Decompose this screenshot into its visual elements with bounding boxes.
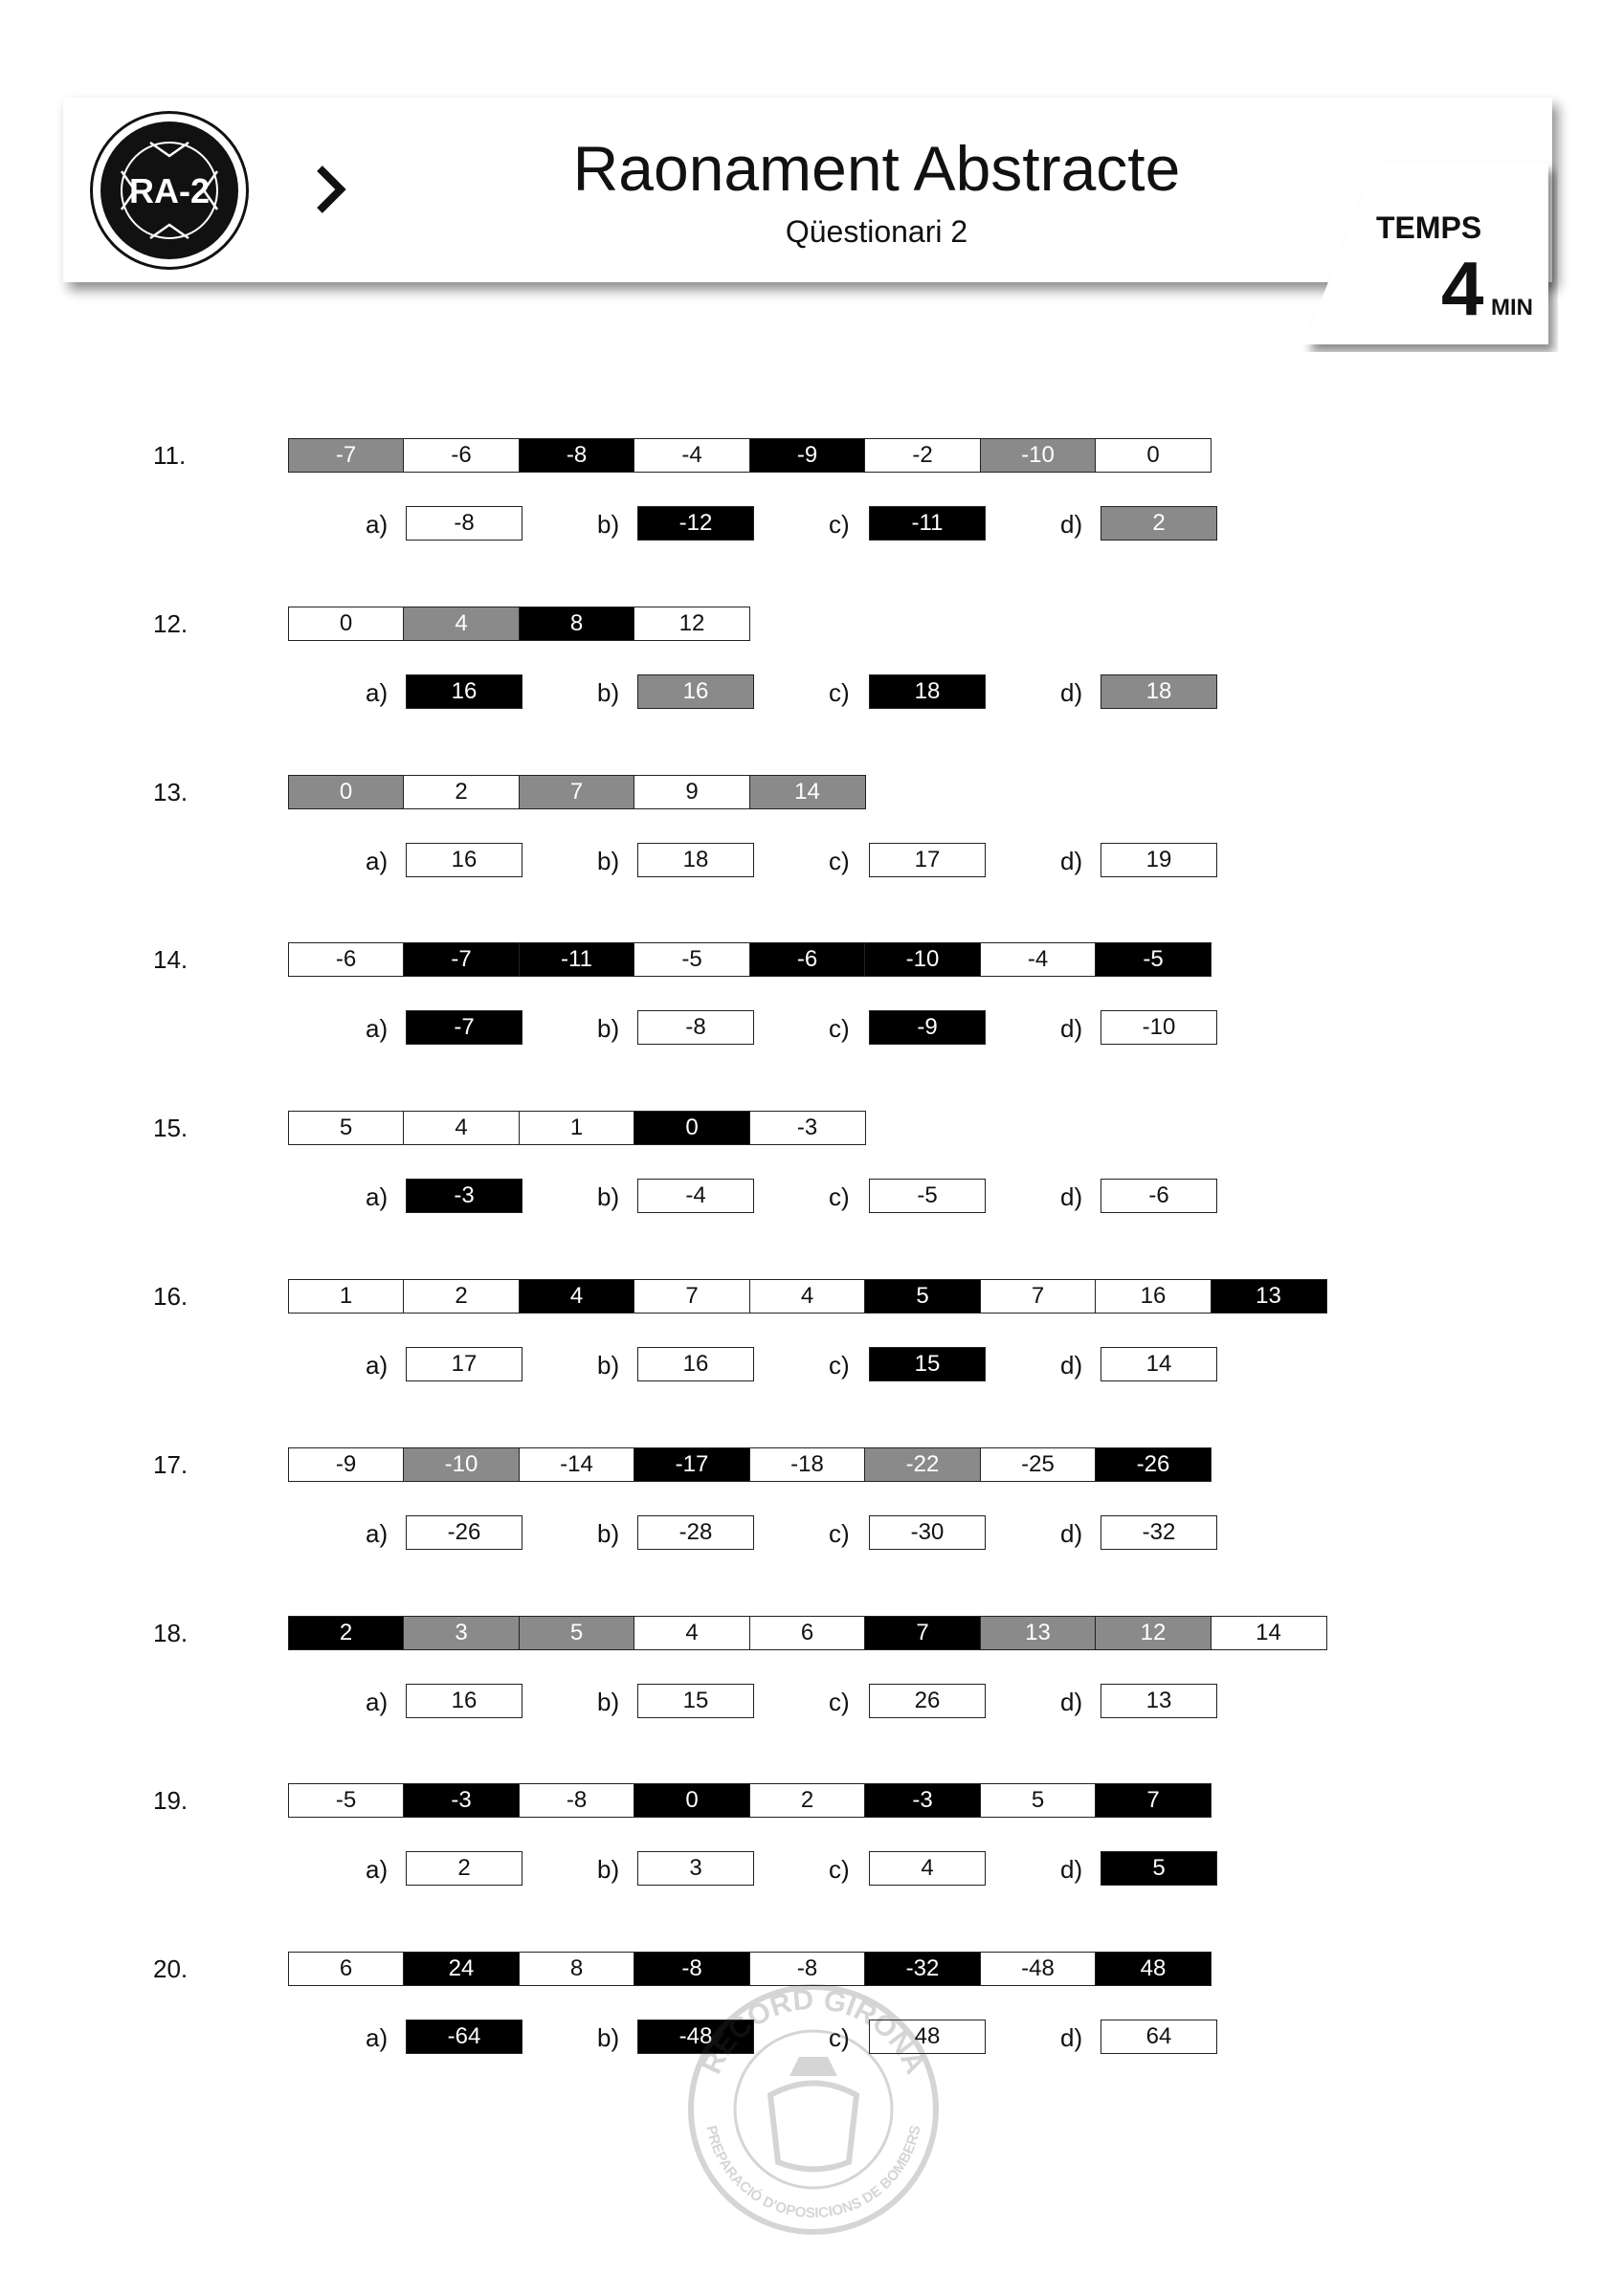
watermark-bottom-text: PREPARACIÓ D'OPOSICIONS DE BOMBERS (702, 2124, 924, 2222)
option-label: a) (366, 1687, 389, 1716)
sequence-cell: -22 (864, 1447, 981, 1482)
sequence-cell: -6 (403, 438, 520, 473)
sequence-cell: 9 (634, 775, 750, 809)
sequence-cell: 12 (1095, 1616, 1212, 1650)
sequence-cell: 48 (1095, 1952, 1212, 1986)
answer-option[interactable]: 4 (869, 1851, 986, 1886)
answer-option[interactable]: 17 (406, 1347, 522, 1381)
question-number: 20. (153, 1954, 189, 1984)
sequence-row (289, 1616, 1327, 1650)
answer-option[interactable]: -7 (406, 1010, 522, 1045)
answer-option[interactable]: -11 (869, 506, 986, 541)
question-number: 18. (153, 1618, 189, 1647)
option-label: c) (829, 1687, 850, 1716)
option-label: a) (366, 1351, 389, 1380)
sequence-cell: 1 (519, 1111, 635, 1145)
option-label: d) (1060, 1518, 1083, 1548)
sequence-cell: 2 (288, 1616, 405, 1650)
answer-option[interactable]: 16 (406, 1684, 522, 1718)
sequence-cell: 4 (749, 1279, 866, 1314)
sequence-row (289, 1279, 1327, 1314)
question-number: 19. (153, 1786, 189, 1816)
question-number: 12. (153, 608, 189, 638)
option-label: a) (366, 1518, 389, 1548)
option-label: a) (366, 1014, 389, 1044)
sequence-cell: -17 (634, 1447, 750, 1482)
sequence-cell: -8 (749, 1952, 866, 1986)
answer-option[interactable]: 18 (637, 843, 754, 877)
option-label: a) (366, 1855, 389, 1885)
answer-option[interactable]: -9 (869, 1010, 986, 1045)
sequence-cell: 8 (519, 1952, 635, 1986)
sequence-cell: 0 (288, 775, 405, 809)
sequence-cell: 5 (519, 1616, 635, 1650)
option-label: b) (597, 677, 620, 707)
sequence-cell: -32 (864, 1952, 981, 1986)
watermark-top-text: RECORD GIRONA (695, 1983, 932, 2079)
sequence-cell: -3 (403, 1783, 520, 1818)
sequence-cell: -3 (749, 1111, 866, 1145)
time-value: 4 (1441, 246, 1484, 331)
option-label: d) (1060, 1855, 1083, 1885)
time-badge-shape (1300, 161, 1558, 352)
sequence-cell: 5 (864, 1279, 981, 1314)
page-subtitle: Qüestionari 2 (785, 214, 968, 249)
answer-option[interactable]: -3 (406, 1179, 522, 1213)
sequence-cell: -8 (519, 1783, 635, 1818)
answer-option[interactable]: -5 (869, 1179, 986, 1213)
sequence-row (289, 1111, 866, 1145)
answer-option[interactable]: 2 (1101, 506, 1217, 541)
option-label: b) (597, 510, 620, 539)
option-label: b) (597, 1518, 620, 1548)
answer-option[interactable]: -64 (406, 2020, 522, 2054)
answer-option[interactable]: 26 (869, 1684, 986, 1718)
option-label: a) (366, 1182, 389, 1212)
sequence-cell: -9 (749, 438, 866, 473)
option-label: c) (829, 846, 850, 875)
sequence-cell: -18 (749, 1447, 866, 1482)
watermark-stamp (684, 1980, 943, 2239)
sequence-cell: 4 (403, 607, 520, 641)
sequence-cell: -2 (864, 438, 981, 473)
answer-option[interactable]: 16 (637, 674, 754, 709)
question-number: 13. (153, 777, 189, 806)
sequence-cell: 4 (519, 1279, 635, 1314)
option-label: c) (829, 1855, 850, 1885)
time-badge (1300, 161, 1558, 352)
sequence-cell: 7 (519, 775, 635, 809)
logo-badge (100, 121, 238, 259)
option-label: c) (829, 1518, 850, 1548)
answer-option[interactable]: 64 (1101, 2020, 1217, 2054)
answer-option[interactable]: 18 (869, 674, 986, 709)
option-label: c) (829, 1351, 850, 1380)
sequence-cell: -4 (980, 942, 1097, 977)
question-19 (0, 1783, 1623, 1888)
question-number: 14. (153, 945, 189, 975)
sequence-cell: -5 (1095, 942, 1212, 977)
sequence-cell: -9 (288, 1447, 405, 1482)
sequence-cell: -5 (634, 942, 750, 977)
sequence-cell: -10 (403, 1447, 520, 1482)
option-label: a) (366, 677, 389, 707)
answer-option[interactable]: 19 (1101, 843, 1217, 877)
answer-option[interactable]: 13 (1101, 1684, 1217, 1718)
answer-option[interactable]: 14 (1101, 1347, 1217, 1381)
sequence-cell: 6 (288, 1952, 405, 1986)
sequence-cell: 16 (1095, 1279, 1212, 1314)
sequence-cell: 2 (403, 1279, 520, 1314)
sequence-cell: 4 (403, 1111, 520, 1145)
time-unit: MIN (1491, 295, 1533, 320)
sequence-cell: 13 (1211, 1279, 1327, 1314)
option-label: d) (1060, 510, 1083, 539)
question-18 (0, 1616, 1623, 1721)
sequence-cell: -3 (864, 1783, 981, 1818)
sequence-cell: 0 (634, 1111, 750, 1145)
answer-option[interactable]: -12 (637, 506, 754, 541)
sequence-cell: 7 (634, 1279, 750, 1314)
answer-option[interactable]: -4 (637, 1179, 754, 1213)
logo-text: RA-2 (128, 171, 210, 210)
sequence-cell: 2 (403, 775, 520, 809)
answer-option[interactable]: -8 (406, 506, 522, 541)
answer-option[interactable]: 15 (869, 1347, 986, 1381)
option-label: c) (829, 2023, 850, 2053)
answer-option[interactable]: -48 (637, 2020, 754, 2054)
sequence-cell: -6 (749, 942, 866, 977)
sequence-row (289, 1447, 1212, 1482)
option-label: a) (366, 2023, 389, 2053)
time-label: TEMPS (1376, 210, 1482, 245)
option-label: c) (829, 1182, 850, 1212)
answer-option[interactable]: -30 (869, 1515, 986, 1550)
option-label: c) (829, 510, 850, 539)
answer-option[interactable]: 15 (637, 1684, 754, 1718)
sequence-cell: 5 (288, 1111, 405, 1145)
sequence-cell: -10 (864, 942, 981, 977)
sequence-cell: -5 (288, 1783, 405, 1818)
sequence-cell: 7 (980, 1279, 1097, 1314)
option-label: d) (1060, 2023, 1083, 2053)
sequence-cell: 4 (634, 1616, 750, 1650)
answer-option[interactable]: -10 (1101, 1010, 1217, 1045)
sequence-cell: 13 (980, 1616, 1097, 1650)
helmet-icon (770, 2084, 856, 2170)
option-label: c) (829, 1014, 850, 1044)
sequence-cell: -7 (288, 438, 405, 473)
option-label: c) (829, 677, 850, 707)
answer-option[interactable]: 3 (637, 1851, 754, 1886)
option-label: a) (366, 510, 389, 539)
question-17 (0, 1447, 1623, 1553)
option-label: b) (597, 2023, 620, 2053)
sequence-cell: 24 (403, 1952, 520, 1986)
option-label: d) (1060, 846, 1083, 875)
answer-option[interactable]: 48 (869, 2020, 986, 2054)
option-label: d) (1060, 1014, 1083, 1044)
option-label: b) (597, 1855, 620, 1885)
answer-option[interactable]: -6 (1101, 1179, 1217, 1213)
sequence-cell: 0 (288, 607, 405, 641)
sequence-cell: -6 (288, 942, 405, 977)
page-title: Raonament Abstracte (572, 133, 1181, 204)
sequence-row (289, 775, 866, 809)
sequence-cell: -11 (519, 942, 635, 977)
sequence-cell: -26 (1095, 1447, 1212, 1482)
question-12 (0, 607, 1623, 712)
question-13 (0, 775, 1623, 880)
option-label: b) (597, 1182, 620, 1212)
sequence-cell: 7 (1095, 1783, 1212, 1818)
option-label: b) (597, 1014, 620, 1044)
answer-option[interactable]: -8 (637, 1010, 754, 1045)
sequence-cell: -8 (519, 438, 635, 473)
answer-option[interactable]: 5 (1101, 1851, 1217, 1886)
answer-option[interactable]: 16 (406, 843, 522, 877)
chevron-right-icon (314, 165, 346, 214)
sequence-cell: 6 (749, 1616, 866, 1650)
question-15 (0, 1111, 1623, 1216)
answer-option[interactable]: 16 (406, 674, 522, 709)
option-label: d) (1060, 1351, 1083, 1380)
sequence-cell: 0 (1095, 438, 1212, 473)
option-label: b) (597, 1351, 620, 1380)
sequence-cell: -14 (519, 1447, 635, 1482)
sequence-cell: 5 (980, 1783, 1097, 1818)
option-label: b) (597, 846, 620, 875)
answer-option[interactable]: 17 (869, 843, 986, 877)
question-16 (0, 1279, 1623, 1384)
sequence-cell: 0 (634, 1783, 750, 1818)
sequence-cell: 3 (403, 1616, 520, 1650)
answer-option[interactable]: 2 (406, 1851, 522, 1886)
sequence-row (289, 942, 1212, 977)
sequence-cell: -10 (980, 438, 1097, 473)
option-label: d) (1060, 1182, 1083, 1212)
option-label: a) (366, 846, 389, 875)
sequence-cell: 1 (288, 1279, 405, 1314)
sequence-cell: 2 (749, 1783, 866, 1818)
sequence-cell: 14 (1211, 1616, 1327, 1650)
sequence-row (289, 607, 750, 641)
sequence-cell: 7 (864, 1616, 981, 1650)
sequence-cell: 14 (749, 775, 866, 809)
ra2-logo (90, 111, 249, 270)
sequence-cell: -8 (634, 1952, 750, 1986)
question-14 (0, 942, 1623, 1048)
answer-option[interactable]: -32 (1101, 1515, 1217, 1550)
sequence-cell: -7 (403, 942, 520, 977)
option-label: d) (1060, 677, 1083, 707)
answer-option[interactable]: -28 (637, 1515, 754, 1550)
answer-option[interactable]: 18 (1101, 674, 1217, 709)
sequence-cell: 12 (634, 607, 750, 641)
sequence-row (289, 1783, 1212, 1818)
sequence-cell: -4 (634, 438, 750, 473)
option-label: d) (1060, 1687, 1083, 1716)
answer-option[interactable]: -26 (406, 1515, 522, 1550)
sequence-cell: 8 (519, 607, 635, 641)
sequence-cell: -25 (980, 1447, 1097, 1482)
answer-option[interactable]: 16 (637, 1347, 754, 1381)
question-number: 17. (153, 1449, 189, 1479)
question-number: 11. (153, 441, 187, 470)
question-11 (0, 438, 1623, 543)
sequence-row (289, 438, 1212, 473)
question-number: 15. (153, 1114, 189, 1143)
option-label: b) (597, 1687, 620, 1716)
sequence-cell: -48 (980, 1952, 1097, 1986)
question-number: 16. (153, 1282, 189, 1311)
